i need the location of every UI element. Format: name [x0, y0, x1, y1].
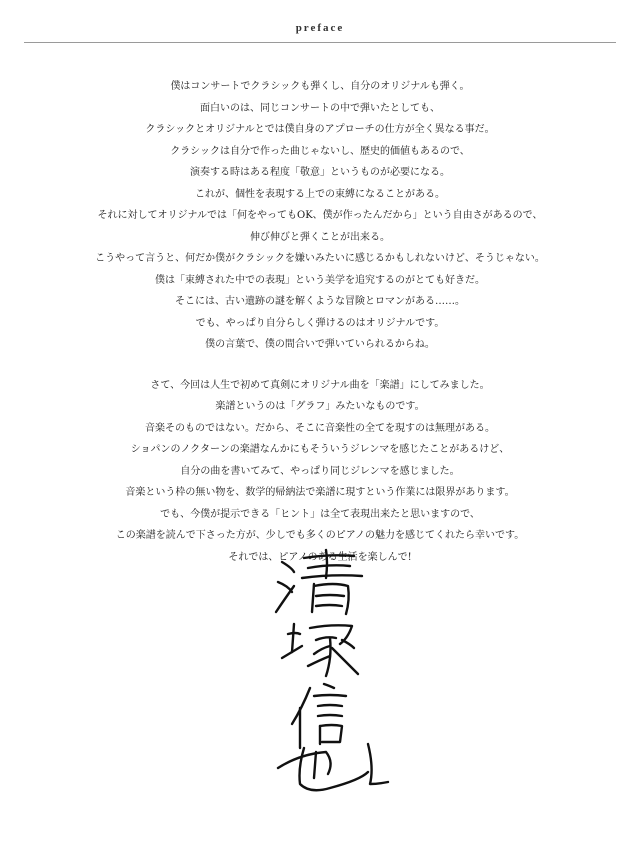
text-line: 伸び伸びと弾くことが出来る。: [250, 231, 390, 243]
text-line: 僕はコンサートでクラシックも弾くし、自分のオリジナルも弾く。: [170, 81, 470, 92]
text-line: 面白いのは、同じコンサートの中で弾いたとしても、: [200, 102, 440, 114]
paragraph-2: [0, 375, 640, 569]
text-line: クラシックとオリジナルとでは僕自身のアプローチの仕方が全く異なる事だ。: [145, 124, 495, 135]
page-title: preface: [295, 22, 345, 34]
text-line: これが、個性を表現する上での束縛になることがある。: [195, 188, 445, 200]
text-line: クラシックは自分で作った曲じゃないし、歴史的価値もあるので、: [170, 145, 470, 157]
text-line: ショパンのノクターンの楽譜なんかにもそういうジレンマを感じたことがあるけど、: [130, 444, 510, 455]
paragraph-1: [0, 76, 640, 356]
text-line: さて、今回は人生で初めて真剣にオリジナル曲を「楽譜」にしてみました。: [150, 379, 490, 391]
text-line: 自分の曲を書いてみて、やっぱり同じジレンマを感じました。: [180, 465, 460, 477]
text-line: 僕の言葉で、僕の間合いで弾いていられるからね。: [205, 339, 435, 350]
handwritten-signature: [270, 548, 400, 798]
preface-body: [0, 76, 640, 568]
text-line: でも、今僕が提示できる「ヒント」は全て表現出来たと思いますので、: [160, 508, 480, 520]
text-line: 僕は「束縛された中での表現」という美学を追究するのがとても好きだ。: [155, 274, 485, 286]
text-line: この楽譜を読んで下さった方が、少しでも多くのピアノの魅力を感じてくれたら幸いです。: [115, 530, 525, 541]
text-line: でも、やっぱり自分らしく弾けるのはオリジナルです。: [195, 317, 445, 329]
text-line: こうやって言うと、何だか僕がクラシックを嫌いみたいに感じるかもしれないけど、そうじゃない。: [95, 253, 545, 264]
page-header: [0, 0, 640, 44]
text-line: 音楽という枠の無い物を、数学的帰納法で楽譜に現すという作業には限界があります。: [125, 487, 515, 498]
signature-image: [270, 548, 400, 798]
text-line: それでは、ピアノのある生活を楽しんで!: [228, 551, 412, 563]
text-line: 楽譜というのは「グラフ」みたいなものです。: [215, 401, 425, 412]
text-line: 演奏する時はある程度「敬意」というものが必要になる。: [190, 167, 450, 178]
text-line: 音楽そのものではない。だから、そこに音楽性の全てを現すのは無理がある。: [145, 422, 495, 434]
text-line: そこには、古い遺跡の謎を解くような冒険とロマンがある……。: [175, 296, 465, 307]
header-divider: [24, 42, 616, 43]
text-line: それに対してオリジナルでは「何をやってもOK、僕が作ったんだから」という自由さがあるので、: [97, 210, 543, 221]
